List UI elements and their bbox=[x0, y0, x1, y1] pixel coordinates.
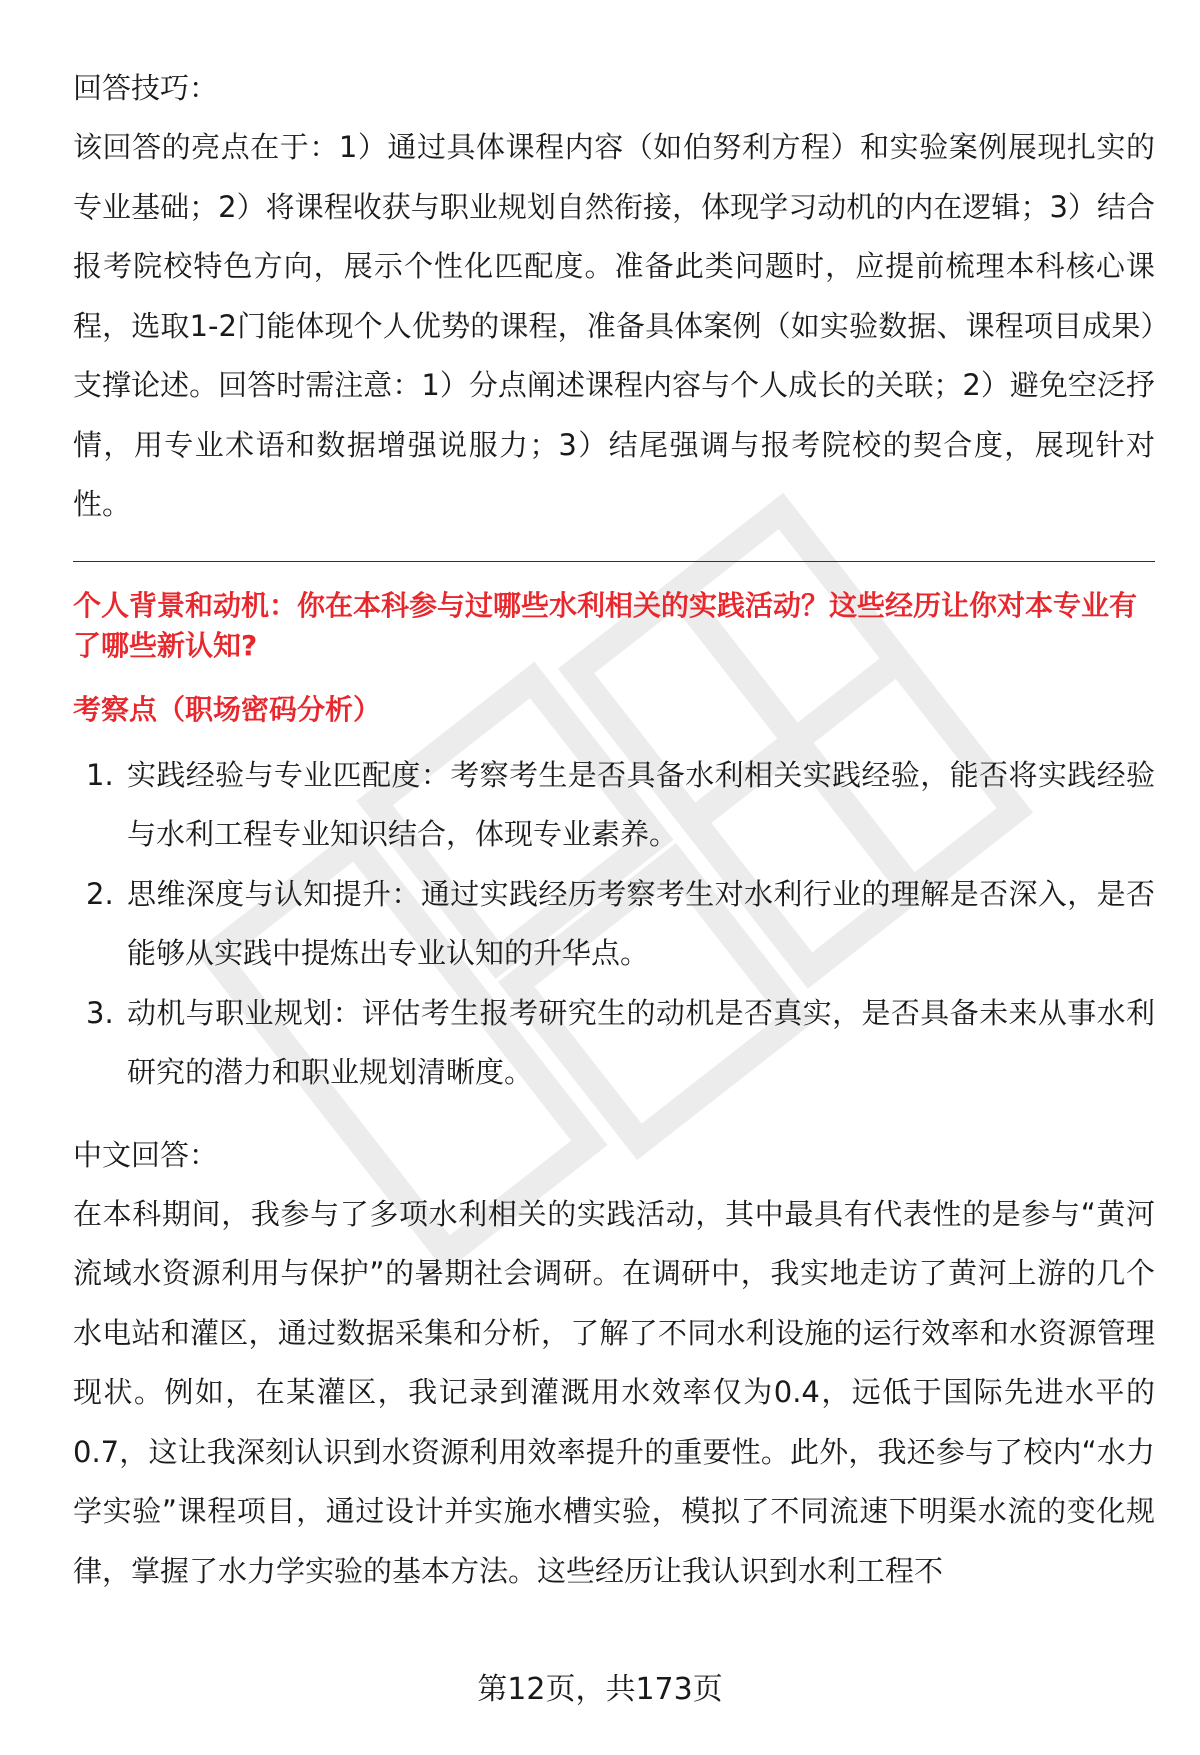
page-number: 第12页，共173页 bbox=[477, 1672, 723, 1707]
list-item-number: 3. bbox=[86, 995, 114, 1030]
section-divider bbox=[73, 561, 1155, 562]
answer-tips-label: 回答技巧： bbox=[73, 71, 219, 105]
assessment-points-list bbox=[73, 746, 1155, 1103]
list-item-number: 1. bbox=[86, 757, 114, 792]
list-item-text: 动机与职业规划：评估考生报考研究生的动机是否真实，是否具备未来从事水利研究的潜力和职业规划清晰度。 bbox=[127, 995, 1155, 1089]
list-item bbox=[73, 984, 1155, 1103]
list-item bbox=[73, 746, 1155, 865]
list-item-text: 实践经验与专业匹配度：考察考生是否具备水利相关实践经验，能否将实践经验与水利工程专业知识结合，体现专业素养。 bbox=[127, 757, 1155, 851]
list-item bbox=[73, 865, 1155, 984]
answer-tips-paragraph: 该回答的亮点在于：1）通过具体课程内容（如伯努利方程）和实验案例展现扎实的专业基础；2）将课程收获与职业规划自然衔接，体现学习动机的内在逻辑；3）结合报考院校特色方向，展示个性化匹配度。准备此类问题时，应提前梳理本科核心课程，选取1-2门能体现个人优势的课程，准备具体案例（如实验数据、课程项目成果）支撑论述。回答时需注意：1）分点阐述课程内容与个人成长的关联；2）避免空泛抒情，用专业术语和数据增强说服力；3）结尾强调与报考院校的契合度，展现针对性。 bbox=[73, 130, 1155, 521]
chinese-answer-paragraph: 在本科期间，我参与了多项水利相关的实践活动，其中最具有代表性的是参与“黄河流域水资源利用与保护”的暑期社会调研。在调研中，我实地走访了黄河上游的几个水电站和灌区，通过数据采集和分析，了解了不同水利设施的运行效率和水资源管理现状。例如，在某灌区，我记录到灌溉用水效率仅为0.4，远低于国际先进水平的0.7，这让我深刻认识到水资源利用效率提升的重要性。此外，我还参与了校内“水力学实验”课程项目，通过设计并实施水槽实验，模拟了不同流速下明渠水流的变化规律，掌握了水力学实验的基本方法。这些经历让我认识到水利工程不 bbox=[73, 1196, 1155, 1588]
assessment-points-heading: 考察点（职场密码分析） bbox=[73, 692, 382, 726]
list-item-text: 思维深度与认知提升：通过实践经历考察考生对水利行业的理解是否深入，是否能够从实践中提炼出专业认知的升华点。 bbox=[127, 876, 1155, 970]
document-page bbox=[73, 58, 1155, 1601]
chinese-answer-label: 中文回答： bbox=[73, 1137, 219, 1172]
question-heading: 个人背景和动机：你在本科参与过哪些水利相关的实践活动？这些经历让你对本专业有了哪些新认知? bbox=[73, 588, 1138, 662]
list-item-number: 2. bbox=[86, 876, 114, 911]
